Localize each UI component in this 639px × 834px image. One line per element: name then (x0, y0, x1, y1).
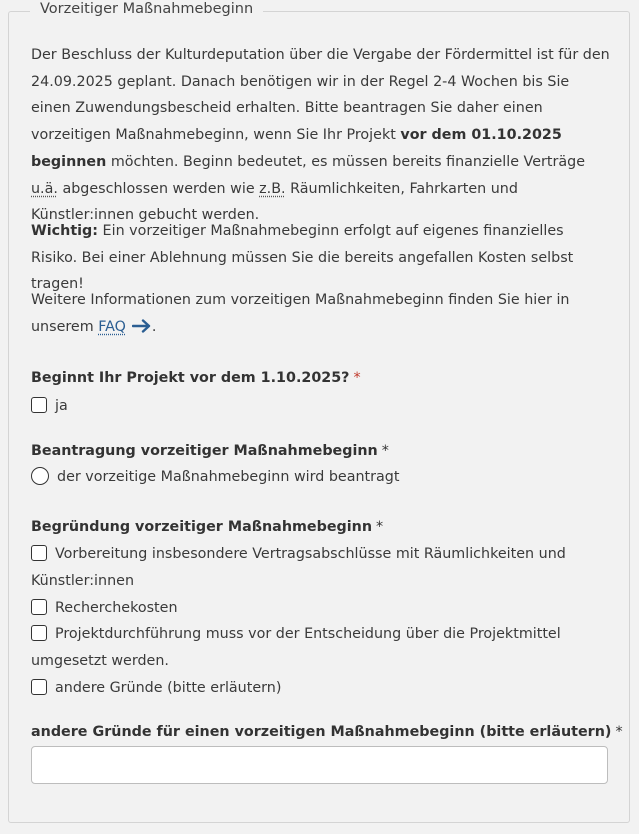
option-beantragt[interactable] (31, 464, 611, 491)
faq-period: . (151, 318, 157, 335)
question-begruendung (31, 519, 383, 535)
question-label: Beginnt Ihr Projekt vor dem 1.10.2025? (31, 370, 350, 386)
arrow-right-icon[interactable] (132, 316, 152, 343)
required-marker: * (615, 724, 623, 740)
option-label: Vorbereitung insbesondere Vertragsabschlüsse mit Räumlichkeiten und Künstler:innen (31, 546, 566, 589)
checkbox-projektdurchfuehrung[interactable] (31, 625, 47, 641)
checkbox-recherchekosten[interactable] (31, 599, 47, 615)
radio-beantragt[interactable] (31, 467, 49, 485)
checkbox-vorbereitung[interactable] (31, 545, 47, 561)
question-andere-gruende-erlaeutern (31, 724, 623, 740)
faq-link[interactable]: FAQ (98, 318, 126, 335)
option-vorbereitung[interactable] (31, 541, 611, 594)
intro-text-part: Der Beschluss der Kulturdeputation über die Vergabe der Fördermittel ist für den 24.09.2025 geplant. Danach benötigen wir in der Regel 2-4 Wochen bis Sie einen Zuwendungsbescheid erhalten. Bitte beantragen Sie daher einen vorzeitigen Maßnahmebeginn, wenn Sie Ihr Projekt (31, 47, 610, 144)
andere-gruende-input[interactable] (31, 746, 608, 784)
required-marker: * (376, 519, 384, 535)
question-label: andere Gründe für einen vorzeitigen Maßnahmebeginn (bitte erläutern) (31, 724, 612, 740)
option-label: Recherchekosten (55, 600, 178, 616)
abbr-zb: z.B. (259, 180, 286, 197)
option-label: andere Gründe (bitte erläutern) (55, 680, 282, 696)
intro-bold-date: vor dem 01.10.2025 beginnen (31, 127, 562, 170)
intro-text-part: möchten. Beginn bedeutet, es müssen bereits finanzielle Verträge (106, 153, 585, 170)
intro-text-part: abgeschlossen werden wie (57, 180, 260, 197)
question-label: Begründung vorzeitiger Maßnahmebeginn (31, 519, 373, 535)
abbr-ua: u.ä. (31, 180, 58, 197)
option-andere-gruende[interactable] (31, 675, 611, 702)
option-ja[interactable] (31, 393, 611, 420)
option-label: Projektdurchführung muss vor der Entscheidung über die Projektmittel umgesetzt werden. (31, 626, 561, 669)
option-label: der vorzeitige Maßnahmebeginn wird beantragt (57, 469, 400, 485)
question-beginnt-projekt (31, 370, 361, 386)
intro-paragraph (31, 42, 611, 229)
faq-paragraph (31, 287, 611, 342)
option-projektdurchfuehrung[interactable] (31, 621, 611, 674)
option-label: ja (55, 398, 68, 414)
important-label: Wichtig: (31, 223, 99, 239)
checkbox-ja[interactable] (31, 397, 47, 413)
required-marker: * (381, 443, 389, 459)
question-label: Beantragung vorzeitiger Maßnahmebeginn (31, 443, 378, 459)
question-beantragung (31, 443, 389, 459)
fieldset-legend: Vorzeitiger Maßnahmebeginn (30, 1, 263, 17)
faq-text: Weitere Informationen zum vorzeitigen Maßnahmebeginn finden Sie hier in unserem (31, 292, 570, 335)
option-recherchekosten[interactable] (31, 595, 611, 622)
important-text: Ein vorzeitiger Maßnahmebeginn erfolgt auf eigenes finanzielles Risiko. Bei einer Ablehnung müssen Sie die bereits angefallen Kosten selbst tragen! (31, 223, 574, 293)
required-marker: * (353, 370, 361, 386)
intro-text-part: Räumlichkeiten, Fahrkarten und Künstler:innen gebucht werden. (31, 180, 518, 224)
checkbox-andere-gruende[interactable] (31, 679, 47, 695)
